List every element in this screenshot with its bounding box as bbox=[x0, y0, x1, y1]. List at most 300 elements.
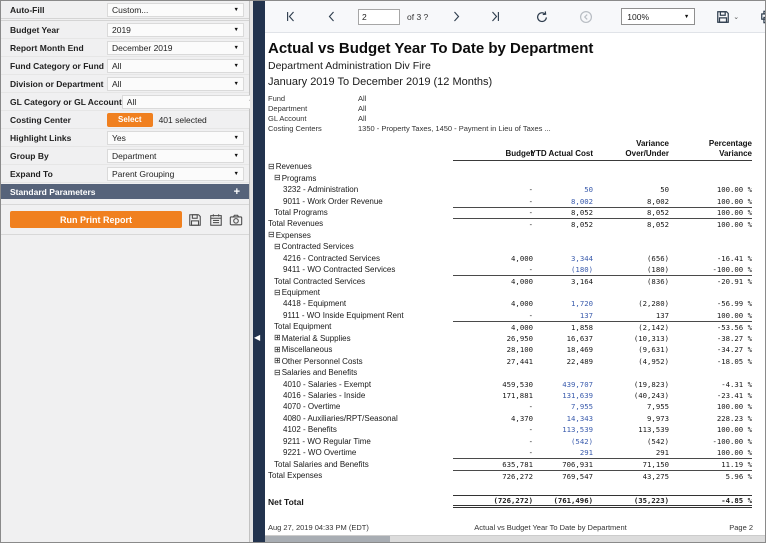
percentage-variance-cell bbox=[669, 161, 752, 172]
ytd-drillthrough-link[interactable]: 1,720 bbox=[571, 299, 593, 309]
previous-page-button[interactable] bbox=[323, 9, 339, 25]
standard-parameters-header[interactable] bbox=[1, 184, 249, 199]
header-percentage-variance: Percentage Variance bbox=[669, 139, 752, 161]
chevron-down-icon: ▼ bbox=[233, 134, 239, 141]
ytd-actual-cost-cell bbox=[533, 424, 593, 435]
variance-cell: 8,002 bbox=[647, 196, 669, 206]
table-row bbox=[268, 207, 752, 218]
row-label-cell bbox=[268, 207, 453, 218]
variance-cell: (40,243) bbox=[633, 390, 669, 400]
row-label: Total Programs bbox=[274, 207, 328, 217]
ytd-actual-cost-cell bbox=[533, 298, 593, 309]
chevron-down-icon: ▼ bbox=[233, 80, 239, 87]
save-icon[interactable] bbox=[187, 212, 203, 228]
zoom-select[interactable] bbox=[621, 8, 695, 25]
param-select-report-month-end[interactable] bbox=[107, 41, 244, 55]
variance-cell: 8,052 bbox=[593, 218, 669, 229]
param-value-report-month-end: December 2019 bbox=[112, 42, 173, 53]
param-value-gl-category-or-gl-account: All bbox=[126, 96, 137, 107]
variance-cell: (180) bbox=[647, 265, 669, 275]
schedule-calendar-icon[interactable] bbox=[208, 212, 224, 228]
percentage-variance-cell: -38.27 % bbox=[716, 333, 752, 343]
ytd-actual-cost-cell bbox=[533, 218, 593, 229]
expand-icon[interactable]: ⊞ bbox=[274, 333, 281, 343]
variance-cell: 113,539 bbox=[638, 425, 669, 435]
ytd-actual-cost-cell bbox=[533, 470, 593, 481]
row-label-cell bbox=[268, 495, 453, 508]
budget-cell: 27,441 bbox=[506, 356, 533, 366]
run-print-report-button[interactable]: Run Print Report bbox=[10, 211, 182, 228]
export-save-icon[interactable] bbox=[715, 9, 731, 25]
param-select-budget-year[interactable] bbox=[107, 23, 244, 37]
row-label: Revenues bbox=[275, 162, 312, 172]
percentage-variance-cell: -100.00 % bbox=[712, 265, 752, 275]
ytd-drillthrough-link[interactable]: 137 bbox=[579, 310, 593, 320]
variance-cell: 50 bbox=[660, 185, 669, 195]
param-label-group-by: Group By bbox=[10, 150, 49, 161]
ytd-value: 8,052 bbox=[571, 208, 593, 218]
next-page-button[interactable] bbox=[448, 9, 464, 25]
percentage-variance-cell: -56.99 % bbox=[716, 299, 752, 309]
ytd-actual-cost-cell bbox=[533, 184, 593, 195]
table-row bbox=[268, 390, 752, 401]
percentage-variance-cell: 100.00 % bbox=[669, 207, 752, 218]
page-number-input[interactable] bbox=[358, 9, 400, 25]
row-label-cell bbox=[268, 264, 453, 275]
header-ytd-actual-cost: YTD Actual Cost bbox=[533, 139, 593, 161]
budget-cell: 4,000 bbox=[511, 299, 533, 309]
horizontal-scrollbar[interactable] bbox=[265, 535, 765, 542]
parameters-sidebar bbox=[1, 1, 250, 542]
row-label: Miscellaneous bbox=[281, 345, 333, 355]
row-label: 9211 - WO Regular Time bbox=[283, 436, 371, 446]
param-select-group-by[interactable] bbox=[107, 149, 244, 163]
budget-cell: - bbox=[528, 402, 533, 412]
budget-cell: - bbox=[528, 448, 533, 458]
row-label-cell bbox=[268, 470, 453, 481]
param-label-division-or-department: Division or Department bbox=[10, 78, 104, 89]
row-label: Expenses bbox=[275, 230, 311, 240]
row-label: Other Personnel Costs bbox=[281, 356, 363, 366]
ytd-value: 18,469 bbox=[566, 345, 593, 355]
row-label-cell bbox=[268, 413, 453, 424]
percentage-variance-cell: -23.41 % bbox=[716, 390, 752, 400]
header-rowlabel bbox=[268, 139, 453, 161]
row-label: Salaries and Benefits bbox=[281, 368, 358, 378]
first-page-button[interactable] bbox=[283, 9, 299, 25]
ytd-actual-cost-cell bbox=[533, 207, 593, 218]
percentage-variance-cell bbox=[669, 367, 752, 378]
ytd-actual-cost-cell bbox=[533, 413, 593, 424]
ytd-drillthrough-link[interactable]: 291 bbox=[579, 448, 593, 458]
row-label-cell bbox=[268, 310, 453, 321]
table-row bbox=[268, 310, 752, 321]
budget-cell: 28,100 bbox=[506, 345, 533, 355]
row-label: 4010 - Salaries - Exempt bbox=[283, 379, 372, 389]
percentage-variance-cell: -100.00 % bbox=[712, 436, 752, 446]
param-select-expand-to[interactable] bbox=[107, 167, 244, 181]
collapse-icon[interactable]: ⊟ bbox=[274, 287, 281, 297]
report-param-label: Costing Centers bbox=[268, 123, 322, 133]
param-row-division-or-department bbox=[1, 75, 249, 93]
param-row-auto-fill bbox=[1, 1, 249, 21]
param-row-gl-category-or-gl-account bbox=[1, 93, 249, 111]
percentage-variance-cell: -18.05 % bbox=[716, 356, 752, 366]
row-label: 9411 - WO Contracted Services bbox=[283, 265, 396, 275]
chevron-down-icon: ▼ bbox=[233, 152, 239, 159]
table-header-row bbox=[268, 139, 752, 161]
ytd-drillthrough-link[interactable]: 131,639 bbox=[562, 390, 593, 400]
ytd-actual-cost-cell bbox=[533, 447, 593, 458]
param-label-highlight-links: Highlight Links bbox=[10, 132, 72, 143]
report-viewer-pane bbox=[265, 1, 765, 542]
row-label-cell bbox=[268, 401, 453, 412]
run-report-row bbox=[1, 204, 249, 235]
row-label: 4216 - Contracted Services bbox=[283, 253, 380, 263]
budget-cell: - bbox=[528, 425, 533, 435]
ytd-actual-cost-cell bbox=[533, 172, 593, 183]
report-param-row bbox=[268, 103, 755, 113]
param-select-auto-fill[interactable] bbox=[107, 3, 244, 17]
snapshot-camera-icon[interactable] bbox=[228, 212, 244, 228]
budget-cell: - bbox=[528, 436, 533, 446]
chevron-down-icon: ▼ bbox=[233, 6, 239, 13]
variance-cell: (35,223) bbox=[593, 495, 669, 508]
table-row bbox=[268, 218, 752, 229]
budget-cell: - bbox=[528, 185, 533, 195]
pane-splitter[interactable] bbox=[253, 1, 265, 542]
budget-cell bbox=[453, 367, 533, 378]
row-label: 4070 - Overtime bbox=[283, 402, 341, 412]
horizontal-scrollbar-thumb[interactable] bbox=[265, 536, 390, 542]
ytd-actual-cost-cell bbox=[533, 436, 593, 447]
param-select-gl-category-or-gl-account[interactable] bbox=[122, 95, 259, 109]
costing-center-selected-count: 401 selected bbox=[158, 114, 207, 125]
collapse-icon[interactable]: ⊟ bbox=[268, 161, 275, 171]
row-label-cell bbox=[268, 367, 453, 378]
footer-datetime: Aug 27, 2019 04:33 PM (EDT) bbox=[268, 523, 369, 532]
report-footer bbox=[268, 523, 753, 532]
row-label-cell bbox=[268, 378, 453, 389]
variance-cell: (836) bbox=[593, 275, 669, 286]
ytd-actual-cost-cell bbox=[533, 367, 593, 378]
ytd-actual-cost-cell bbox=[533, 378, 593, 389]
ytd-drillthrough-link[interactable]: 7,955 bbox=[571, 402, 593, 412]
budget-cell: - bbox=[528, 310, 533, 320]
ytd-drillthrough-link[interactable]: 3,344 bbox=[571, 253, 593, 263]
ytd-actual-cost-cell bbox=[533, 495, 593, 508]
variance-cell: 7,955 bbox=[647, 402, 669, 412]
row-label: Equipment bbox=[281, 288, 320, 298]
ytd-drillthrough-link[interactable]: 439,707 bbox=[562, 379, 593, 389]
budget-cell: 726,272 bbox=[453, 470, 533, 481]
costing-center-select-button[interactable]: Select bbox=[107, 113, 153, 127]
param-select-division-or-department[interactable] bbox=[107, 77, 244, 91]
table-row bbox=[268, 184, 752, 195]
row-label-cell bbox=[268, 218, 453, 229]
back-to-parent-icon[interactable] bbox=[578, 9, 594, 25]
table-row bbox=[268, 161, 752, 172]
param-row-group-by bbox=[1, 147, 249, 165]
budget-cell: (726,272) bbox=[453, 495, 533, 508]
row-label: 4080 - Auxiliaries/RPT/Seasonal bbox=[283, 413, 398, 423]
ytd-actual-cost-cell bbox=[533, 161, 593, 172]
ytd-drillthrough-link[interactable]: 50 bbox=[584, 185, 593, 195]
ytd-value: 22,489 bbox=[566, 356, 593, 366]
ytd-drillthrough-link[interactable]: 14,343 bbox=[566, 413, 593, 423]
param-label-fund-category-or-fund: Fund Category or Fund bbox=[10, 60, 104, 71]
percentage-variance-cell: 228.23 % bbox=[716, 413, 752, 423]
percentage-variance-cell: 100.00 % bbox=[716, 448, 752, 458]
table-row bbox=[268, 424, 752, 435]
param-label-expand-to: Expand To bbox=[10, 168, 53, 179]
collapse-icon[interactable]: ⊟ bbox=[274, 173, 281, 183]
percentage-variance-cell: 100.00 % bbox=[716, 196, 752, 206]
variance-cell: (542) bbox=[647, 436, 669, 446]
row-label: Total Salaries and Benefits bbox=[274, 459, 369, 469]
variance-cell: (10,313) bbox=[633, 333, 669, 343]
table-row bbox=[268, 401, 752, 412]
percentage-variance-cell bbox=[669, 241, 752, 252]
report-period: January 2019 To December 2019 (12 Months) bbox=[268, 76, 493, 88]
header-budget: Budget bbox=[453, 139, 533, 161]
table-row bbox=[268, 298, 752, 309]
table-row bbox=[268, 378, 752, 389]
variance-cell: (4,952) bbox=[638, 356, 669, 366]
param-value-division-or-department: All bbox=[112, 78, 122, 89]
row-label-cell bbox=[268, 287, 453, 298]
table-row bbox=[268, 287, 752, 298]
row-label-cell bbox=[268, 161, 453, 172]
table-row bbox=[268, 447, 752, 458]
param-label-costing-center: Costing Center bbox=[10, 114, 71, 125]
param-control-costing-center bbox=[107, 113, 244, 127]
variance-cell: (2,280) bbox=[638, 299, 669, 309]
ytd-drillthrough-link[interactable]: 8,002 bbox=[571, 196, 593, 206]
report-param-row bbox=[268, 123, 755, 133]
budget-cell: 4,000 bbox=[453, 321, 533, 332]
variance-cell bbox=[593, 241, 669, 252]
param-value-highlight-links: Yes bbox=[112, 132, 126, 143]
budget-table bbox=[268, 139, 752, 507]
row-label: 4016 - Salaries - Inside bbox=[283, 390, 366, 400]
report-title: Actual vs Budget Year To Date by Department bbox=[268, 40, 594, 57]
page-count-label: of 3 ? bbox=[407, 11, 429, 22]
row-label: Programs bbox=[281, 173, 317, 183]
variance-cell: 71,150 bbox=[593, 458, 669, 469]
report-parameters bbox=[268, 93, 755, 133]
ytd-actual-cost-cell bbox=[533, 195, 593, 206]
percentage-variance-cell: 100.00 % bbox=[716, 425, 752, 435]
row-label-cell bbox=[268, 390, 453, 401]
percentage-variance-cell: 100.00 % bbox=[716, 185, 752, 195]
ytd-actual-cost-cell bbox=[533, 321, 593, 332]
chevron-down-icon: ▼ bbox=[233, 44, 239, 51]
table-row bbox=[268, 413, 752, 424]
row-label-cell bbox=[268, 447, 453, 458]
variance-cell: (19,823) bbox=[633, 379, 669, 389]
budget-cell: 4,370 bbox=[511, 413, 533, 423]
row-label-cell bbox=[268, 355, 453, 366]
percentage-variance-cell bbox=[669, 172, 752, 183]
ytd-actual-cost-cell bbox=[533, 458, 593, 469]
row-label: 4102 - Benefits bbox=[283, 425, 337, 435]
ytd-drillthrough-link[interactable]: (542) bbox=[571, 436, 593, 446]
budget-cell: 4,000 bbox=[511, 253, 533, 263]
sidebar-collapse-arrow-icon[interactable]: ◀ bbox=[254, 333, 261, 342]
ytd-value: 706,931 bbox=[562, 460, 593, 470]
table-row bbox=[268, 333, 752, 344]
report-param-value: All bbox=[358, 113, 367, 123]
variance-cell bbox=[593, 161, 669, 172]
percentage-variance-cell: -16.41 % bbox=[716, 253, 752, 263]
row-label-cell bbox=[268, 195, 453, 206]
budget-cell: 459,530 bbox=[502, 379, 533, 389]
row-label-cell bbox=[268, 344, 453, 355]
table-row bbox=[268, 436, 752, 447]
budget-cell: 4,000 bbox=[453, 275, 533, 286]
percentage-variance-cell: -20.91 % bbox=[669, 275, 752, 286]
standard-parameters-label: Standard Parameters bbox=[10, 186, 96, 197]
print-icon[interactable] bbox=[759, 9, 766, 25]
variance-cell: 43,275 bbox=[593, 470, 669, 481]
row-label: Contracted Services bbox=[281, 242, 354, 252]
refresh-icon[interactable] bbox=[534, 9, 550, 25]
variance-cell: (2,142) bbox=[593, 321, 669, 332]
percentage-variance-cell: -34.27 % bbox=[716, 345, 752, 355]
row-label-cell bbox=[268, 253, 453, 264]
row-label: Material & Supplies bbox=[281, 333, 351, 343]
last-page-button[interactable] bbox=[486, 9, 502, 25]
row-label: 9011 - Work Order Revenue bbox=[283, 196, 383, 206]
chevron-down-icon: ▼ bbox=[233, 26, 239, 33]
ytd-actual-cost-cell bbox=[533, 333, 593, 344]
budget-cell: 171,881 bbox=[502, 390, 533, 400]
collapse-icon[interactable]: ⊟ bbox=[268, 230, 275, 240]
ytd-actual-cost-cell bbox=[533, 287, 593, 298]
param-label-auto-fill: Auto-Fill bbox=[10, 4, 45, 15]
ytd-value: 8,052 bbox=[571, 219, 593, 229]
footer-page-number: Page 2 bbox=[729, 523, 753, 532]
ytd-drillthrough-link[interactable]: 113,539 bbox=[562, 425, 593, 435]
report-param-label: Department bbox=[268, 103, 308, 113]
param-label-gl-category-or-gl-account: GL Category or GL Account bbox=[10, 96, 122, 107]
ytd-actual-cost-cell bbox=[533, 310, 593, 321]
percentage-variance-cell: -53.56 % bbox=[669, 321, 752, 332]
param-row-costing-center bbox=[1, 111, 249, 129]
report-param-value: All bbox=[358, 93, 367, 103]
table-row bbox=[268, 367, 752, 378]
row-label: Net Total bbox=[268, 496, 304, 507]
variance-cell bbox=[593, 172, 669, 183]
table-row bbox=[268, 495, 752, 506]
table-row bbox=[268, 241, 752, 252]
expand-plus-icon[interactable]: + bbox=[233, 185, 240, 198]
variance-cell: 291 bbox=[655, 448, 669, 458]
table-row bbox=[268, 230, 752, 241]
ytd-actual-cost-cell bbox=[533, 401, 593, 412]
table-row bbox=[268, 195, 752, 206]
param-row-budget-year bbox=[1, 21, 249, 39]
report-param-value: 1350 - Property Taxes, 1450 - Payment in Lieu of Taxes ... bbox=[358, 123, 551, 133]
table-row bbox=[268, 458, 752, 469]
percentage-variance-cell: 5.96 % bbox=[669, 470, 752, 481]
export-chevron-icon[interactable]: ⌄ bbox=[733, 13, 740, 21]
row-label: Total Contracted Services bbox=[274, 276, 366, 286]
budget-cell bbox=[453, 241, 533, 252]
ytd-value: 769,547 bbox=[562, 471, 593, 481]
report-param-row bbox=[268, 93, 755, 103]
param-select-fund-category-or-fund[interactable] bbox=[107, 59, 244, 73]
table-row bbox=[268, 470, 752, 481]
budget-cell: - bbox=[528, 265, 533, 275]
ytd-value: (761,496) bbox=[553, 496, 593, 506]
chevron-down-icon: ▼ bbox=[683, 13, 690, 20]
variance-cell: 137 bbox=[655, 310, 669, 320]
variance-cell bbox=[593, 367, 669, 378]
ytd-value: 1,858 bbox=[571, 322, 593, 332]
report-subtitle: Department Administration Div Fire bbox=[268, 60, 431, 72]
row-label-cell bbox=[268, 333, 453, 344]
row-label-cell bbox=[268, 172, 453, 183]
variance-cell: 8,052 bbox=[593, 207, 669, 218]
report-param-row bbox=[268, 113, 755, 123]
percentage-variance-cell bbox=[669, 230, 752, 241]
table-row bbox=[268, 172, 752, 183]
ytd-actual-cost-cell bbox=[533, 344, 593, 355]
ytd-drillthrough-link[interactable]: (180) bbox=[571, 265, 593, 275]
row-label: 4418 - Equipment bbox=[283, 299, 347, 309]
ytd-actual-cost-cell bbox=[533, 253, 593, 264]
row-label: Total Equipment bbox=[274, 322, 332, 332]
table-row bbox=[268, 264, 752, 275]
row-label-cell bbox=[268, 424, 453, 435]
report-page bbox=[265, 33, 765, 542]
variance-cell: (656) bbox=[647, 253, 669, 263]
param-value-fund-category-or-fund: All bbox=[112, 60, 122, 71]
param-row-report-month-end bbox=[1, 39, 249, 57]
ytd-actual-cost-cell bbox=[533, 275, 593, 286]
row-label: 9221 - WO Overtime bbox=[283, 448, 357, 458]
report-param-label: Fund bbox=[268, 93, 286, 103]
param-select-highlight-links[interactable] bbox=[107, 131, 244, 145]
row-label-cell bbox=[268, 230, 453, 241]
collapse-icon[interactable]: ⊟ bbox=[274, 367, 281, 377]
table-row bbox=[268, 275, 752, 286]
table-row bbox=[268, 253, 752, 264]
report-param-value: All bbox=[358, 103, 367, 113]
percentage-variance-cell: -4.31 % bbox=[721, 379, 752, 389]
ytd-actual-cost-cell bbox=[533, 230, 593, 241]
table-row bbox=[268, 355, 752, 366]
variance-cell: 9,973 bbox=[647, 413, 669, 423]
param-label-report-month-end: Report Month End bbox=[10, 42, 84, 53]
expand-icon[interactable]: ⊞ bbox=[274, 356, 281, 366]
percentage-variance-cell: 11.19 % bbox=[669, 458, 752, 469]
ytd-actual-cost-cell bbox=[533, 264, 593, 275]
budget-cell bbox=[453, 287, 533, 298]
collapse-icon[interactable]: ⊟ bbox=[274, 241, 281, 251]
percentage-variance-cell bbox=[669, 287, 752, 298]
table-spacer-row bbox=[268, 481, 752, 495]
variance-cell bbox=[593, 287, 669, 298]
row-label: 3232 - Administration bbox=[283, 185, 359, 195]
param-value-expand-to: Parent Grouping bbox=[112, 168, 175, 179]
zoom-value: 100% bbox=[627, 11, 650, 22]
expand-icon[interactable]: ⊞ bbox=[274, 344, 281, 354]
budget-cell: 635,781 bbox=[453, 458, 533, 469]
param-row-expand-to bbox=[1, 165, 249, 183]
